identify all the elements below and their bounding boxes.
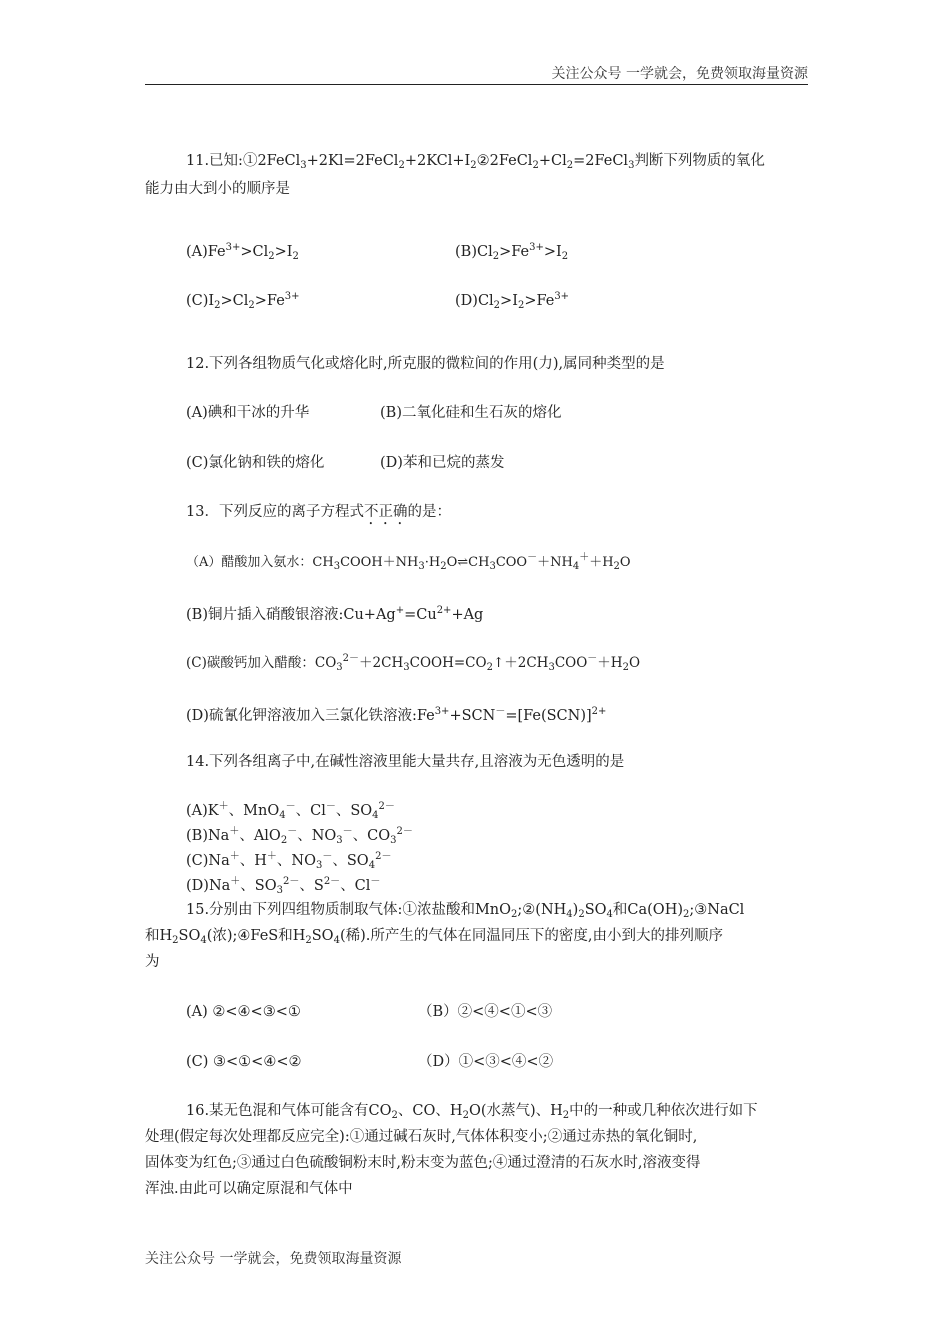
q14-option-a: (A)K＋、MnO$_4$－、Cl－、$SO_4^{2-}$ [186,801,395,821]
q14-option-c: (C)Na＋、H＋、$NO_3^-$、$SO_4^{2-}$ [186,851,392,871]
q14-option-d: (D)Na＋、$SO_3^{2-}$、$S^{2-}$、Cl－ [186,876,381,896]
q16-stem-line2: 处理(假定每次处理都反应完全):①通过碱石灰时,气体体积变小;②通过赤热的氧化铜时, [145,1129,698,1145]
q13-option-a: （A）醋酸加入氨水：$CH_3COOH+NH_3\cdot H_2O\rightleftharpoons CH_3COO^-+NH_4^++H_2O$ [186,552,631,572]
page-footer: 关注公众号 一学就会，免费领取海量资源 [145,1251,402,1267]
q15-option-c: (C) ③<①<④<② [186,1054,302,1070]
q12-option-a: (A)碘和干冰的升华 [186,405,310,421]
q15-stem: 15.分别由下列四组物质制取气体:①浓盐酸和$MnO_2;②(NH_4)_2SO_4$和$Ca(OH)_2;③NaCl$ [186,902,745,920]
q11-option-b: $(B)Cl_2>Fe^{3+}>I_2$ [455,242,569,262]
q15-stem-line2: 和$H_2SO_4$(浓);④FeS和$H_2SO_4$(稀).所产生的气体在同温同压下的密度,由小到大的排列顺序 [145,928,723,946]
q11-option-d: $(D)Cl_2>I_2>Fe^{3+}$ [455,291,570,311]
q11-option-a: $(A)Fe^{3+}>Cl_2>I_2$ [186,242,299,262]
q11-stem: 11.已知$:①2FeCl_3+2Kl=2FeCl_2+2KCl+I_2②2FeCl_2+Cl_2=2FeCl_3$判断下列物质的氧化 [186,153,765,171]
header-rule [145,84,808,85]
q13-stem: 13．下列反应的离子方程式不正确的是： [186,504,451,520]
q13-option-c: (C)碳酸钙加入醋酸：$CO_3^{2-}+2CH_3COOH=CO_2↑+2CH_3COO^-+H_2O$ [186,653,641,673]
q14-stem: 14.下列各组离子中,在碱性溶液里能大量共存,且溶液为无色透明的是 [186,754,625,770]
q15-option-a: (A) ②<④<③<① [186,1004,301,1020]
emphasis-text: 不正确 [363,504,408,520]
q11-option-c: $(C)I_2>Cl_2>Fe^{3+}$ [186,291,300,311]
q16-stem: 16.某无色混和气体可能含有$CO_2$、CO、$H_2O$(水蒸气)、$H_2$中的一种或几种依次进行如下 [186,1103,758,1121]
q14-option-b: (B)Na＋、AlO$_2$－、$NO_3^-$、$CO_3^{2-}$ [186,826,413,846]
q12-option-d: (D)苯和已烷的蒸发 [380,455,505,471]
q12-stem: 12.下列各组物质气化或熔化时,所克服的微粒间的作用(力),属同种类型的是 [186,356,665,372]
q11-stem-line2: 能力由大到小的顺序是 [145,181,290,197]
q12-option-b: (B)二氧化硅和生石灰的熔化 [380,405,562,421]
q13-option-d: (D)硫氰化钾溶液加入三氯化铁溶液$:Fe^{3+}+SCN^-=[Fe(SCN)]^{2+}$ [186,706,607,724]
q16-stem-line4: 浑浊.由此可以确定原混和气体中 [145,1181,353,1197]
q15-stem-line3: 为 [145,954,160,970]
q12-option-c: (C)氯化钠和铁的熔化 [186,455,325,471]
q16-stem-line3: 固体变为红色;③通过白色硫酸铜粉末时,粉末变为蓝色;④通过澄清的石灰水时,溶液变得 [145,1155,701,1171]
page-header: 关注公众号 一学就会，免费领取海量资源 [551,66,808,82]
q15-option-b: （B）②<④<①<③ [418,1004,553,1020]
q13-option-b: (B)铜片插入硝酸银溶液$:Cu+Ag^+=Cu^{2+}+Ag$ [186,605,484,623]
q15-option-d: （D）①<③<④<② [418,1054,554,1070]
